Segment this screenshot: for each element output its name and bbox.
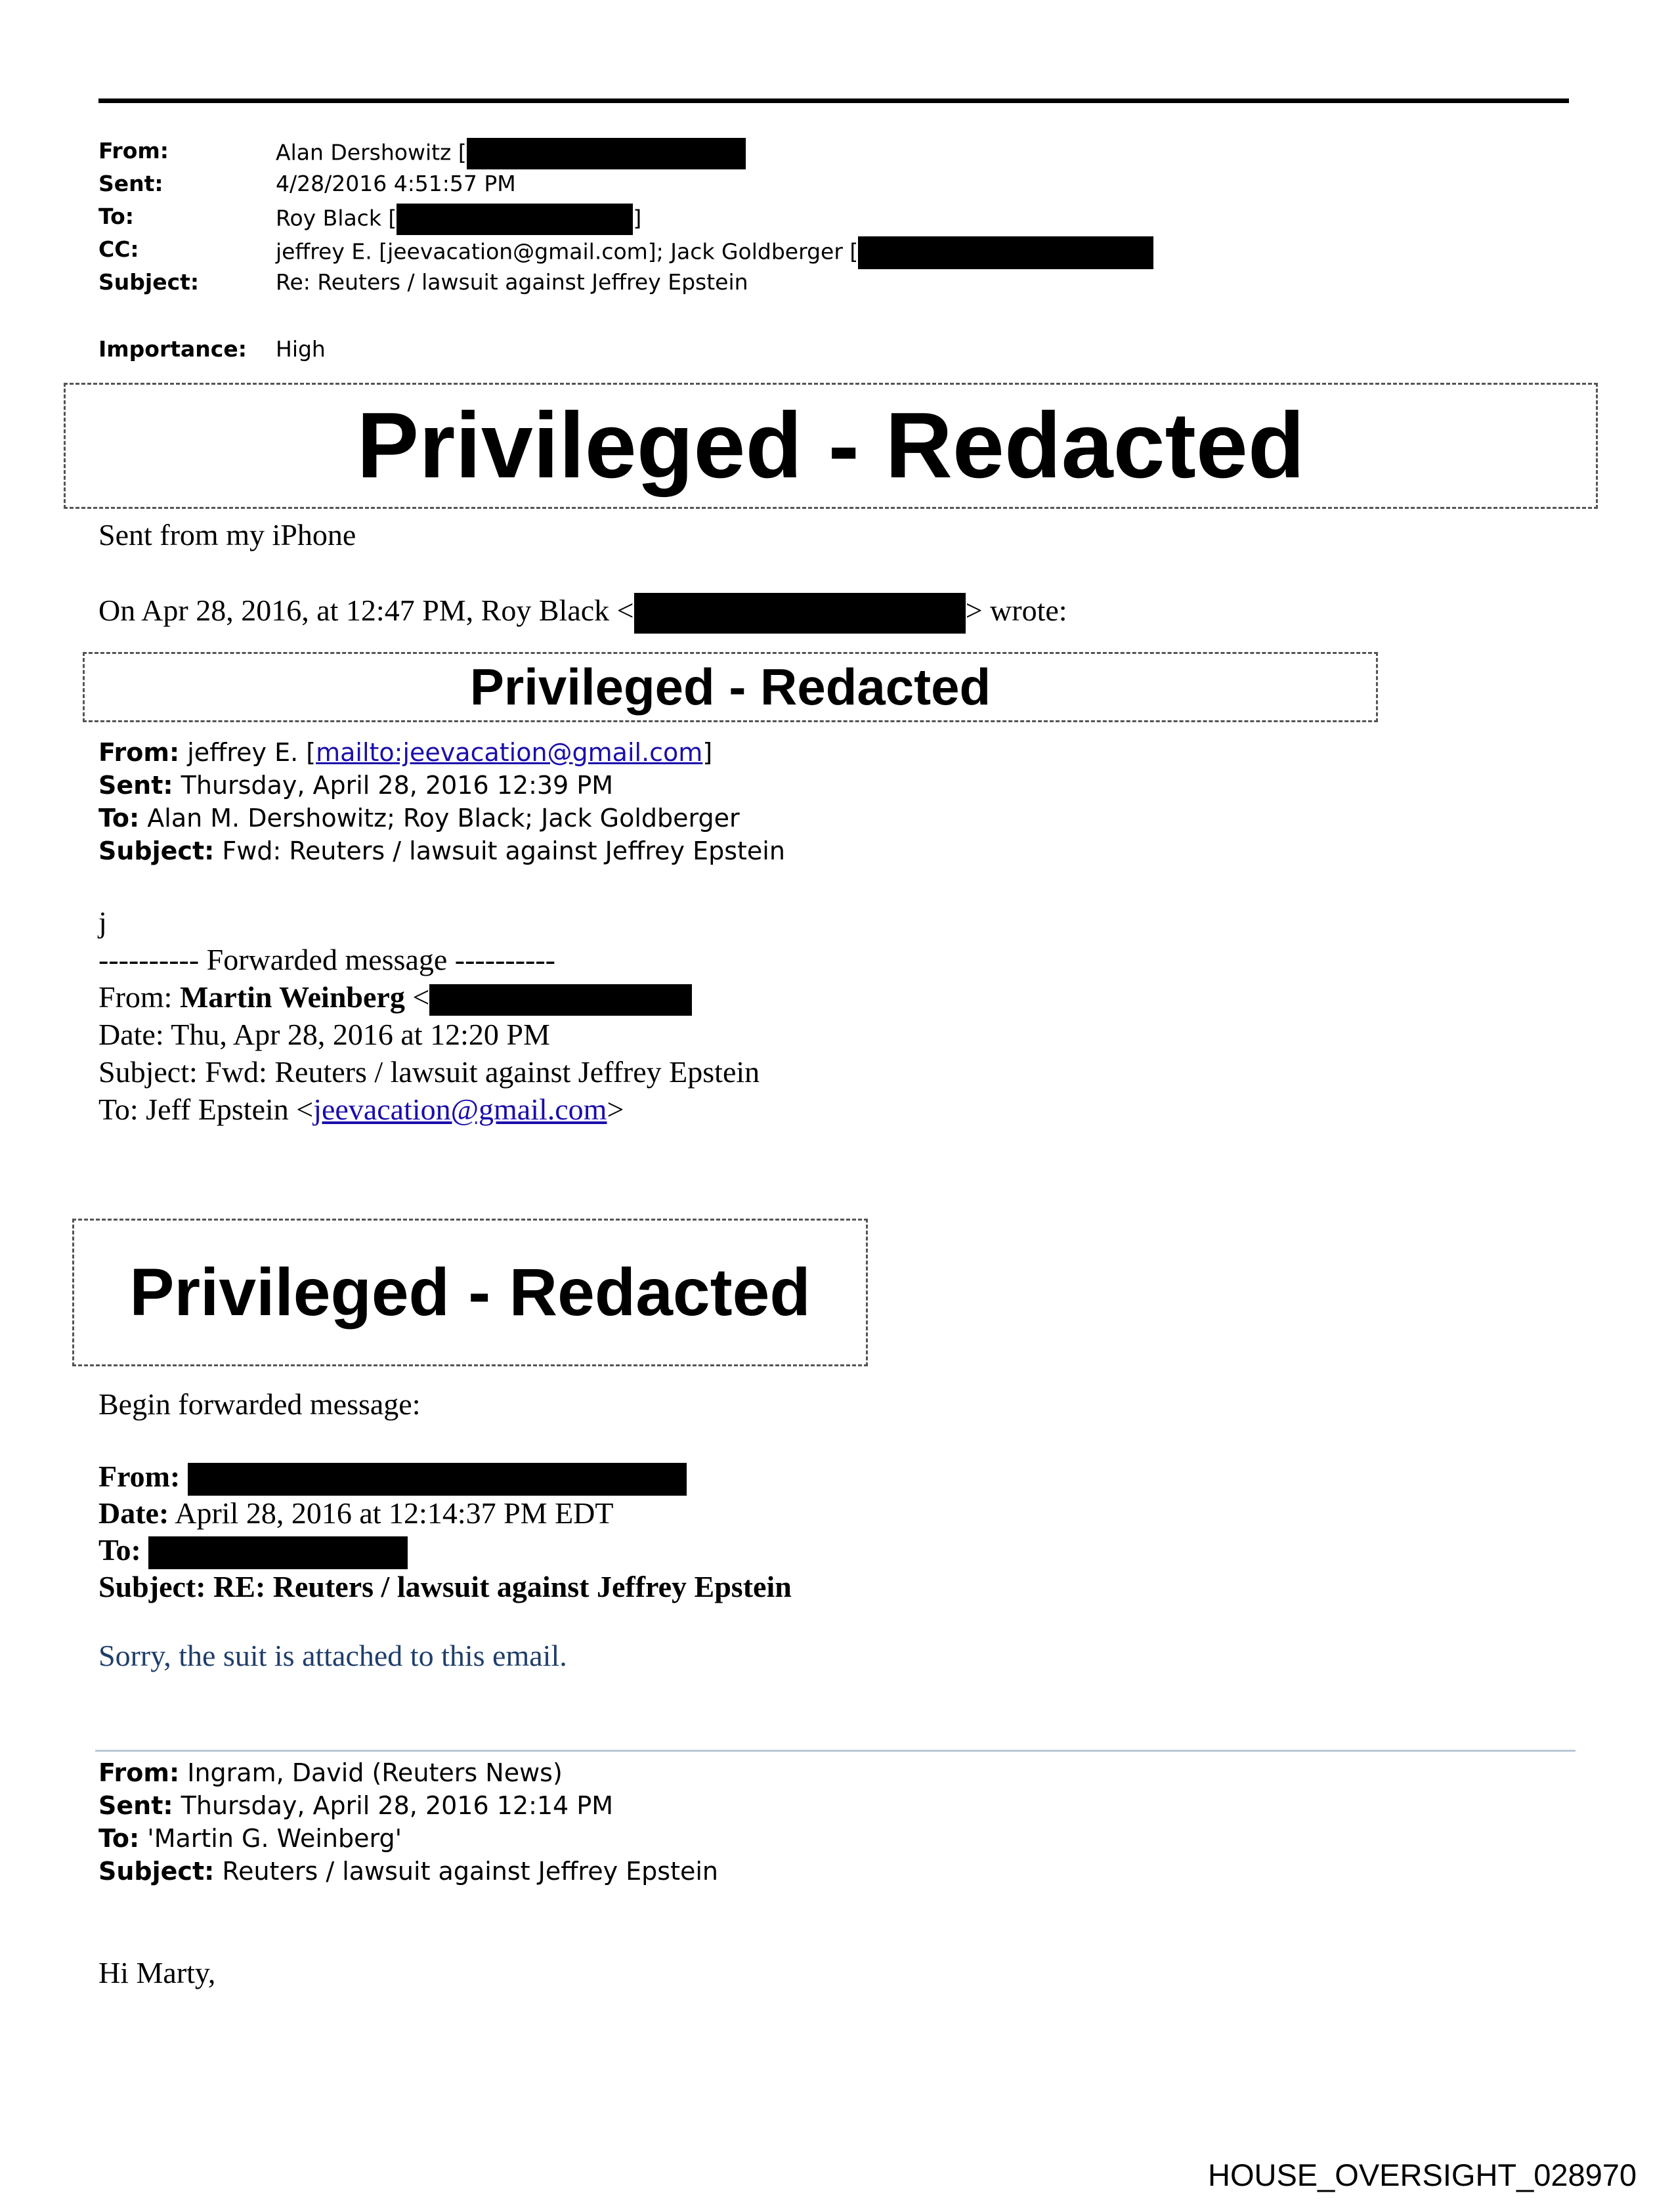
- forward2-date-value: April 28, 2016 at 12:14:37 PM EDT: [169, 1496, 614, 1530]
- forward2-subject-value: RE: Reuters / lawsuit against Jeffrey Epstein: [205, 1570, 792, 1603]
- wrote-line-suffix: > wrote:: [965, 594, 1067, 627]
- privileged-redacted-label: Privileged - Redacted: [129, 1255, 811, 1330]
- msg3-from-row: [98, 1758, 563, 1787]
- msg2-from-text: jeffrey E. [: [179, 738, 316, 767]
- forward2-date-label: Date:: [98, 1496, 169, 1530]
- header-importance-label: Importance:: [98, 336, 247, 362]
- header-cc-label: CC:: [98, 236, 139, 262]
- header-from-text: Alan Dershowitz [: [276, 139, 467, 165]
- msg2-subject-value: Fwd: Reuters / lawsuit against Jeffrey Epstein: [214, 836, 785, 865]
- forward2-to-label: To:: [98, 1533, 141, 1567]
- header-cc-text: jeffrey E. [jeevacation@gmail.com]; Jack Goldberger [: [276, 238, 859, 265]
- forward2-subject-label: Subject:: [98, 1570, 206, 1603]
- forward1-from-prefix: From:: [98, 980, 180, 1014]
- msg3-from-value: Ingram, David (Reuters News): [179, 1758, 563, 1787]
- forward1-email-link[interactable]: jeevacation@gmail.com: [313, 1093, 607, 1126]
- redaction-block: [188, 1463, 687, 1496]
- msg2-from-row: [98, 738, 712, 767]
- wrote-line-prefix: On Apr 28, 2016, at 12:47 PM, Roy Black <: [98, 594, 634, 627]
- forward1-to-suffix: >: [607, 1093, 624, 1126]
- forward2-to-row: [98, 1532, 408, 1569]
- header-subject-label: Subject:: [98, 269, 200, 295]
- msg3-from-label: From:: [98, 1758, 180, 1787]
- forward1-from-bracket: <: [404, 980, 430, 1014]
- msg2-subject-label: Subject:: [98, 836, 215, 865]
- header-to-close: ]: [633, 205, 642, 231]
- msg3-to-label: To:: [98, 1824, 140, 1853]
- msg3-subject-label: Subject:: [98, 1857, 215, 1886]
- bates-number: HOUSE_OVERSIGHT_028970: [1208, 2158, 1637, 2192]
- msg2-subject-row: [98, 836, 785, 865]
- msg2-to-row: [98, 804, 740, 833]
- msg2-to-label: To:: [98, 804, 140, 833]
- forward2-date-row: [98, 1496, 614, 1530]
- msg3-sent-label: Sent:: [98, 1791, 173, 1820]
- forward1-from-row: [98, 980, 692, 1016]
- sent-from-iphone: Sent from my iPhone: [98, 518, 356, 552]
- begin-forwarded: Begin forwarded message:: [98, 1387, 421, 1421]
- forward1-date: Date: Thu, Apr 28, 2016 at 12:20 PM: [98, 1018, 550, 1051]
- header-from-value: [276, 138, 746, 169]
- forward1-to-prefix: To: Jeff Epstein <: [98, 1093, 314, 1126]
- redaction-block: [858, 236, 1153, 269]
- msg2-sent-value: Thursday, April 28, 2016 12:39 PM: [173, 771, 614, 800]
- header-sent-label: Sent:: [98, 171, 163, 196]
- forward1-to-row: [98, 1092, 624, 1127]
- wrote-line: [98, 593, 1067, 634]
- redaction-block: [148, 1536, 408, 1569]
- header-sent-value: 4/28/2016 4:51:57 PM: [276, 171, 516, 196]
- msg2-sent-label: Sent:: [98, 771, 173, 800]
- privileged-redacted-box: [83, 652, 1378, 722]
- separator-line: [95, 1750, 1576, 1752]
- msg3-sent-value: Thursday, April 28, 2016 12:14 PM: [173, 1791, 614, 1820]
- privileged-redacted-label: Privileged - Redacted: [469, 658, 991, 716]
- header-importance-value: High: [276, 336, 326, 362]
- privileged-redacted-box: [64, 383, 1598, 509]
- msg3-to-row: [98, 1824, 402, 1853]
- greeting: Hi Marty,: [98, 1956, 216, 1989]
- top-rule: [98, 98, 1569, 103]
- header-cc-value: [276, 236, 1153, 269]
- forward1-subject: Subject: Fwd: Reuters / lawsuit against Jeffrey Epstein: [98, 1055, 760, 1089]
- header-to-label: To:: [98, 204, 134, 229]
- msg2-to-value: Alan M. Dershowitz; Roy Black; Jack Goldberger: [139, 804, 740, 833]
- msg2-sent-row: [98, 771, 613, 800]
- privileged-redacted-box: [72, 1219, 868, 1366]
- msg3-to-value: 'Martin G. Weinberg': [139, 1824, 402, 1853]
- msg3-subject-row: [98, 1857, 718, 1886]
- header-to-value: [276, 204, 641, 235]
- forward1-from-name: Martin Weinberg: [179, 980, 405, 1014]
- header-to-text: Roy Black [: [276, 205, 397, 231]
- forward2-subject-row: [98, 1569, 792, 1604]
- signature-j: j: [98, 905, 107, 939]
- redaction-block: [467, 138, 746, 169]
- msg2-from-close: ]: [702, 738, 713, 767]
- forward2-body: Sorry, the suit is attached to this email.: [98, 1639, 567, 1672]
- header-subject-value: Re: Reuters / lawsuit against Jeffrey Epstein: [276, 269, 748, 295]
- msg2-mailto-link[interactable]: mailto:jeevacation@gmail.com: [316, 738, 703, 767]
- msg2-from-label: From:: [98, 738, 180, 767]
- redaction-block: [634, 593, 966, 634]
- redaction-block: [429, 984, 692, 1016]
- forward2-from-label: From:: [98, 1460, 181, 1493]
- privileged-redacted-label: Privileged - Redacted: [356, 393, 1305, 498]
- msg3-subject-value: Reuters / lawsuit against Jeffrey Epstein: [214, 1857, 719, 1886]
- forward2-from-row: [98, 1459, 687, 1496]
- header-from-label: From:: [98, 138, 169, 163]
- forwarded-divider: ---------- Forwarded message ----------: [98, 943, 555, 976]
- redaction-block: [397, 204, 633, 235]
- msg3-sent-row: [98, 1791, 613, 1820]
